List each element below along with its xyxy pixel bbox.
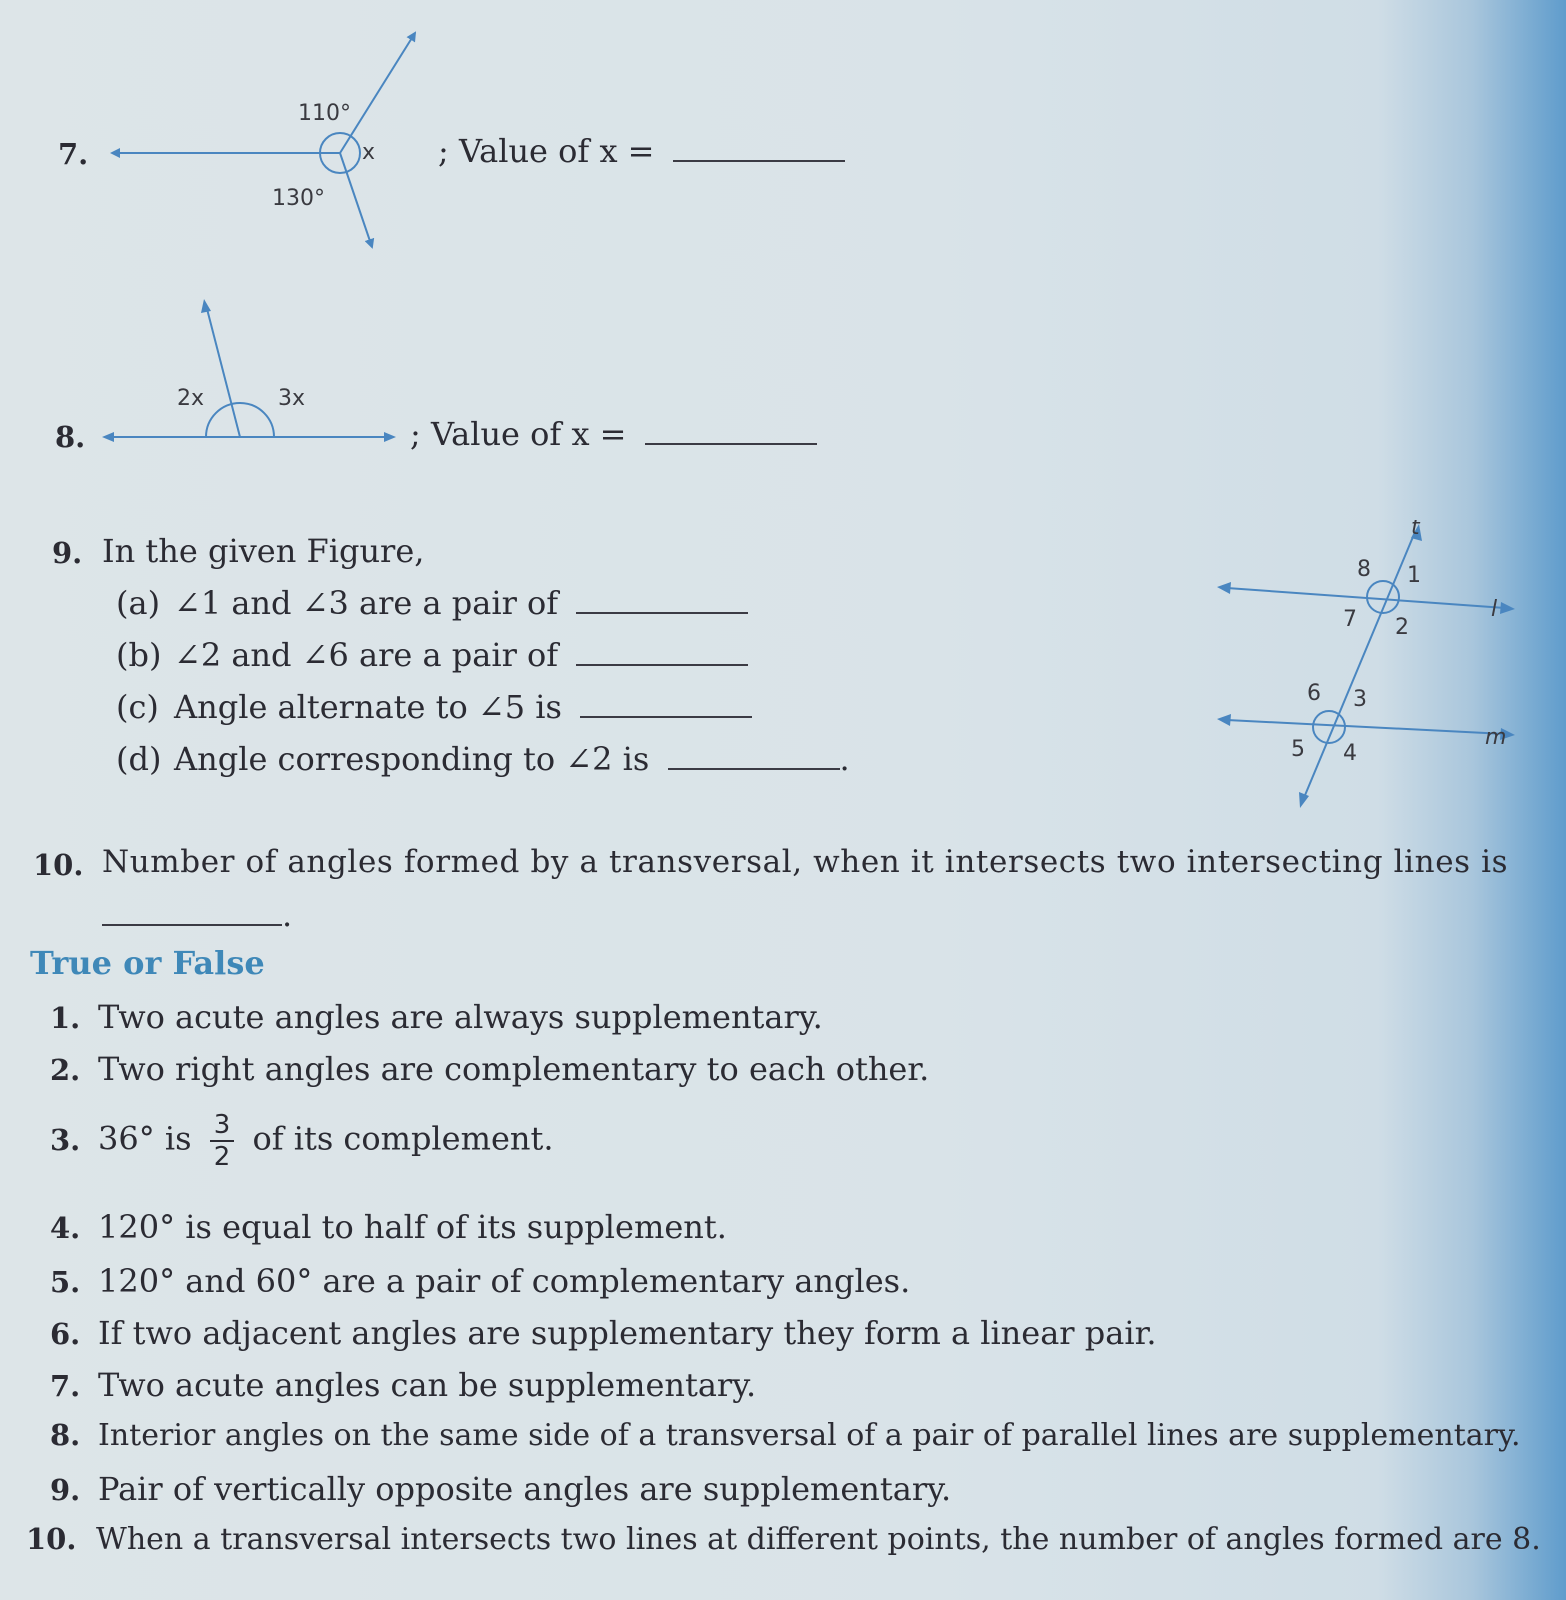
- q9-angle-7: 7: [1343, 607, 1357, 632]
- tf-item-6: 6. If two adjacent angles are supplementary they form a linear pair.: [50, 1314, 1157, 1352]
- q8-figure: [100, 295, 400, 455]
- q9-part-b: (b) ∠2 and ∠6 are a pair of: [116, 636, 748, 674]
- q9-angle-4: 4: [1343, 741, 1357, 766]
- q7-answer-blank[interactable]: [673, 160, 845, 162]
- q9-angle-5: 5: [1291, 737, 1305, 762]
- q7-figure: [100, 25, 440, 260]
- q10-number: 10.: [33, 848, 84, 882]
- q9-part-d: (d) Angle corresponding to ∠2 is .: [116, 740, 850, 778]
- q10-answer-line: .: [102, 896, 292, 934]
- tf-item-4: 4. 120° is equal to half of its supplement.: [50, 1208, 727, 1246]
- q9-intro: In the given Figure,: [102, 532, 425, 570]
- q9-angle-8: 8: [1357, 557, 1371, 582]
- q8-answer-blank[interactable]: [645, 443, 817, 445]
- q9-part-a: (a) ∠1 and ∠3 are a pair of: [116, 584, 748, 622]
- q9c-answer-blank[interactable]: [580, 716, 752, 718]
- q9a-answer-blank[interactable]: [576, 612, 748, 614]
- q9-angle-2: 2: [1395, 615, 1409, 640]
- q9b-answer-blank[interactable]: [576, 664, 748, 666]
- q7-angle-130: 130°: [272, 186, 325, 211]
- q10-answer-blank[interactable]: [102, 898, 282, 926]
- tf-item-2: 2. Two right angles are complementary to each other.: [50, 1050, 930, 1088]
- q7-angle-110: 110°: [298, 101, 351, 126]
- section-title: True or False: [30, 944, 265, 982]
- tf-item-7: 7. Two acute angles can be supplementary.: [50, 1366, 757, 1404]
- q9-label-l: l: [1491, 597, 1498, 622]
- q10-text: Number of angles formed by a transversal, when it intersects two intersecting lines is: [102, 844, 1509, 880]
- q8-prompt: ; Value of x =: [410, 415, 817, 453]
- q8-number: 8.: [55, 420, 86, 454]
- tf-item-10: 10. When a transversal intersects two lines at different points, the number of angles formed are 8.: [26, 1522, 1541, 1557]
- fraction-three-halves: $\frac{3}{2}$: [210, 1110, 235, 1172]
- q9d-answer-blank[interactable]: [668, 768, 840, 770]
- q7-angle-x: x: [362, 140, 376, 165]
- q9-angle-6: 6: [1307, 681, 1321, 706]
- q7-prompt: ; Value of x =: [438, 132, 845, 170]
- tf-item-3: 3. 36° is $\frac{3}{2}$ of its complement.: [50, 1110, 554, 1172]
- q9-number: 9.: [52, 536, 83, 570]
- q9-figure: [1215, 520, 1520, 820]
- tf-item-8: 8. Interior angles on the same side of a transversal of a pair of parallel lines are supplementary.: [50, 1418, 1521, 1453]
- q9-label-t: t: [1411, 520, 1420, 540]
- tf-item-1: 1. Two acute angles are always supplementary.: [50, 998, 823, 1036]
- q9-angle-1: 1: [1407, 563, 1421, 588]
- tf-item-5: 5. 120° and 60° are a pair of complementary angles.: [50, 1262, 911, 1300]
- q8-angle-2x: 2x: [177, 386, 205, 411]
- q9-part-c: (c) Angle alternate to ∠5 is: [116, 688, 752, 726]
- q7-number: 7.: [58, 137, 89, 171]
- q9-angle-3: 3: [1353, 687, 1367, 712]
- q8-angle-3x: 3x: [278, 386, 306, 411]
- tf-item-9: 9. Pair of vertically opposite angles are supplementary.: [50, 1470, 952, 1508]
- q9-label-m: m: [1485, 725, 1507, 750]
